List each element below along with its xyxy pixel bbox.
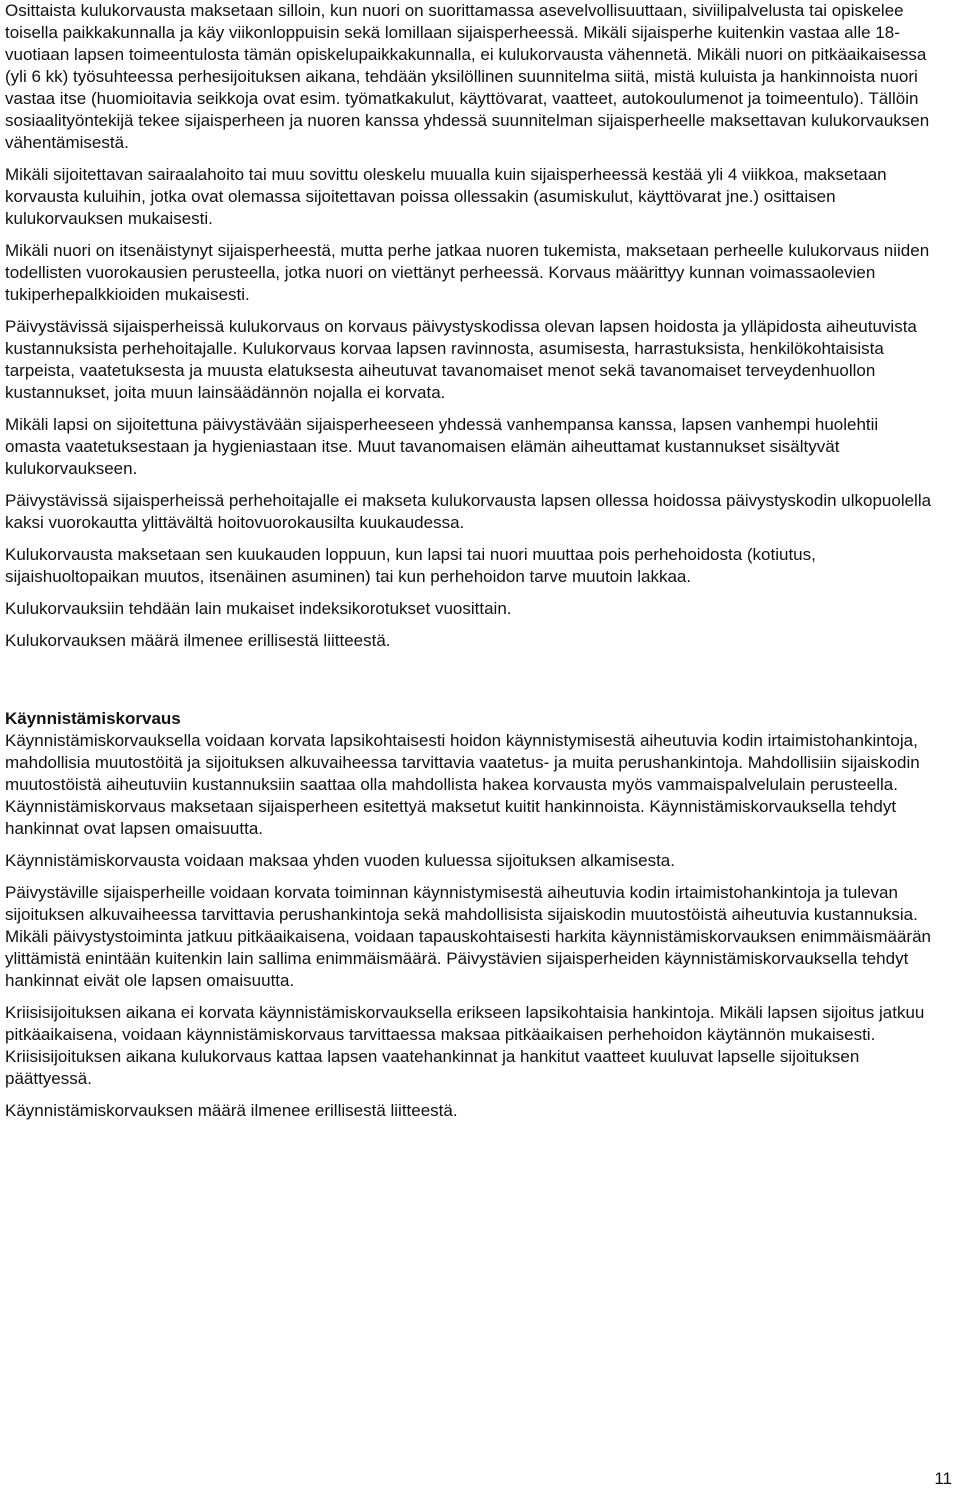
section-spacer [5,662,933,708]
paragraph: Mikäli lapsi on sijoitettuna päivystävään sijaisperheeseen yhdessä vanhempansa kanssa, lapsen vanhempi huolehtii omasta vaatetuksestaan ja hygieniastaan itse. Muut tavanomaisen elämän aiheuttamat kustannukset sisältyvät kulukorvaukseen. [5,415,879,478]
paragraph: Kulukorvausta maksetaan sen kuukauden loppuun, kun lapsi tai nuori muuttaa pois perhehoidosta (kotiutus, sijaishuoltopaikan muutos, itsenäinen asuminen) tai kun perhehoidon tarve muutoin lakkaa. [5,545,816,586]
paragraph: Käynnistämiskorvausta voidaan maksaa yhden vuoden kuluessa sijoituksen alkamisesta. [5,851,675,870]
paragraph: Osittaista kulukorvausta maksetaan silloin, kun nuori on suorittamassa asevelvollisuuttaan, siviilipalvelusta tai opiskelee toisella paikkakunnalla ja käy viikonloppuisin sekä lomillaan sijaisperheessä. Mikäli sijaisperhe kuitenkin vastaa alle 18-vuotiaan lapsen toimeentulosta tämän opiskelupaikkakunnalla, ei kulukorvausta vähennetä. Mikäli nuori on pitkäaikaisessa (yli 6 kk) työsuhteessa perhesijoituksen aikana, tehdään yksilöllinen suunnitelma siitä, mistä kuluista ja hankinnoista nuori vastaa itse (huomioitavia seikkoja ovat esim. työmatkakulut, käyttövarat, vaatteet, autokoulumenot ja toimeentulo). Tällöin sosiaalityöntekijä tekee sijaisperheen ja nuoren kanssa yhdessä suunnitelman sijaisperheelle maksettavan kulukorvauksen vähentämisestä. [5,1,930,152]
section-heading: Käynnistämiskorvaus [5,709,181,728]
paragraph: Mikäli nuori on itsenäistynyt sijaisperheestä, mutta perhe jatkaa nuoren tukemista, maksetaan perheelle kulukorvaus niiden todellisten vuorokausien perusteella, jotka nuori on viettänyt perheessä. Korvaus määrittyy kunnan voimassaolevien tukiperhepalkkioiden mukaisesti. [5,241,930,304]
document-body [5,0,933,1132]
paragraph: Mikäli sijoitettavan sairaalahoito tai muu sovittu oleskelu muualla kuin sijaisperheessä kestää yli 4 viikkoa, maksetaan korvausta kuluihin, jotka ovat olemassa sijoitettavan poissa ollessakin (asumiskulut, käyttövarat jne.) osittaisen kulukorvauksen mukaisesti. [5,165,887,228]
paragraph: Päivystävissä sijaisperheissä perhehoitajalle ei makseta kulukorvausta lapsen ollessa hoidossa päivystyskodin ulkopuolella kaksi vuorokautta ylittävältä hoitovuorokausilta kuukaudessa. [5,491,932,532]
paragraph: Päivystäville sijaisperheille voidaan korvata toiminnan käynnistymisestä aiheutuvia kodin irtaimistohankintoja ja tulevan sijoituksen alkuvaiheessa tarvittavia perushankintoja sekä mahdollisista sijaiskodin muutostöistä aiheutuvia kustannuksia. Mikäli päivystystoiminta jatkuu pitkäaikaisena, voidaan tapauskohtaisesti harkita käynnistämiskorvauksen enimmäismäärän ylittämistä enintään kuitenkin lain sallima enimmäismäärä. Päivystävien sijaisperheiden käynnistämiskorvauksella tehdyt hankinnat eivät ole lapsen omaisuutta. [5,883,931,990]
page-number: 11 [934,1469,952,1488]
paragraph: Käynnistämiskorvauksen määrä ilmenee erillisestä liitteestä. [5,1101,458,1120]
paragraph: Päivystävissä sijaisperheissä kulukorvaus on korvaus päivystyskodissa olevan lapsen hoidosta ja ylläpidosta aiheutuvista kustannuksista perhehoitajalle. Kulukorvaus korvaa lapsen ravinnosta, asumisesta, harrastuksista, henkilökohtaisista tarpeista, vaatetuksesta ja muusta elatuksesta aiheutuvat tavanomaiset menot sekä tavanomaiset terveydenhuollon kustannukset, joita muun lainsäädännön nojalla ei korvata. [5,317,917,402]
paragraph: Kulukorvauksen määrä ilmenee erillisestä liitteestä. [5,631,391,650]
paragraph: Käynnistämiskorvauksella voidaan korvata lapsikohtaisesti hoidon käynnistymisestä aiheutuvia kodin irtaimistohankintoja, mahdollisia muutostöitä ja sijoituksen alkuvaiheessa tarvittavia vaatetus- ja muita perushankintoja. Mahdollisiin sijaiskodin muutostöistä aiheutuviin kustannuksiin saattaa olla mahdollista hakea korvausta myös vammaispalvelulain perusteella. Käynnistämiskorvaus maksetaan sijaisperheen esitettyä maksetut kuitit hankinnoista. Käynnistämiskorvauksella tehdyt hankinnat ovat lapsen omaisuutta. [5,731,920,838]
paragraph: Kulukorvauksiin tehdään lain mukaiset indeksikorotukset vuosittain. [5,599,512,618]
paragraph: Kriisisijoituksen aikana ei korvata käynnistämiskorvauksella erikseen lapsikohtaisia hankintoja. Mikäli lapsen sijoitus jatkuu pitkäaikaisena, voidaan käynnistämiskorvaus tarvittaessa maksaa pitkäaikaisen perhehoidon käytännön mukaisesti. Kriisisijoituksen aikana kulukorvaus kattaa lapsen vaatehankinnat ja hankitut vaatteet kuuluvat lapselle sijoituksen päättyessä. [5,1003,925,1088]
